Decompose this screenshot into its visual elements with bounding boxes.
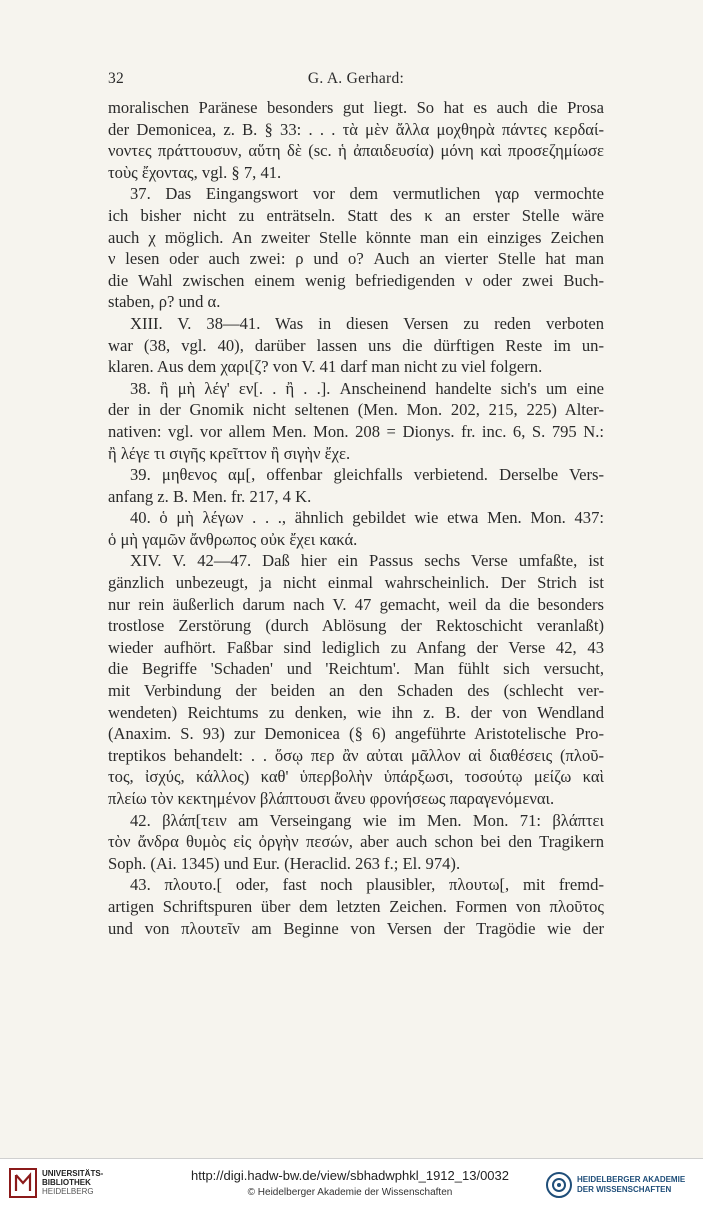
- text-line: gänzlich unbezeugt, ja nicht einmal wahrscheinlich. Der Strich ist: [108, 573, 604, 593]
- text-line: ὁ μὴ γαμῶν ἄνθρωπος οὐκ ἔχει κακά.: [108, 529, 358, 549]
- text-line: τὸν ἄνδρα θυμὸς εἰς ὀργὴν πεσών, aber auch schon bei den Tragikern: [108, 832, 604, 852]
- text-line: 38. ἢ μὴ λέγ' εν[. . ἢ . .]. Anscheinend handelte sich's um eine: [130, 378, 604, 398]
- footer-citation: [135, 1167, 565, 1201]
- text-line: artigen Schriftspuren über dem letzten Zeichen. Formen von πλοῦτος: [108, 896, 604, 916]
- running-head: [108, 70, 604, 92]
- text-line: wieder aufhört. Faßbar sind lediglich zu Anfang der Verse 42, 43: [108, 637, 604, 657]
- text-line: der Demonicea, z. B. § 33: . . . τὰ μὲν ἄλλα μοχθηρὰ πάντες κερδαί-: [108, 119, 604, 139]
- library-name: UNIVERSITÄTS- BIBLIOTHEK HEIDELBERG: [42, 1169, 104, 1196]
- text-line: 37. Das Eingangswort vor dem vermutlichen γαρ vermochte: [130, 184, 604, 204]
- library-crest-icon: [8, 1167, 38, 1199]
- text-line: nativen: vgl. vor allem Men. Mon. 208 = Dionys. fr. inc. 6, S. 795 N.:: [108, 421, 604, 441]
- text-line: 43. πλουτο.[ oder, fast noch plausibler, πλουτω[, mit fremd-: [130, 875, 604, 895]
- text-line: staben, ρ? und α.: [108, 292, 221, 312]
- text-line: der in der Gnomik nicht seltenen (Men. Mon. 202, 215, 225) Alter-: [108, 400, 604, 420]
- text-line: πλείω τὸν κεκτημένον βλάπτουσι ἄνευ φρονήσεως παραγενόμεναι.: [108, 789, 555, 808]
- text-line: XIV. V. 42—47. Daß hier ein Passus sechs Verse umfaßte, ist: [130, 551, 604, 571]
- text-line: wendeten) Reichtums zu denken, wie ihn z. B. der von Wendland: [108, 702, 604, 722]
- page-number: 32: [108, 70, 125, 87]
- text-line: ich bisher nicht zu enträtseln. Statt des κ an erster Stelle wäre: [108, 205, 604, 225]
- running-title: G. A. Gerhard:: [307, 70, 405, 87]
- permalink-url[interactable]: http://digi.hadw-bw.de/view/sbhadwphkl_1912_13/0032: [190, 1168, 509, 1183]
- text-line: und von πλουτεῖν am Beginne von Versen der Tragödie wie der: [108, 918, 604, 938]
- text-line: 39. μηθενος αμ[, offenbar gleichfalls verbietend. Derselbe Vers-: [130, 465, 604, 485]
- academy-name: HEIDELBERGER AKADEMIE DER WISSENSCHAFTEN: [577, 1175, 686, 1194]
- text-line: 42. βλάπ[τειν am Verseingang wie im Men. Mon. 71: βλάπτει: [130, 810, 604, 830]
- text-line: XIII. V. 38—41. Was in diesen Versen zu reden verboten: [130, 313, 604, 333]
- text-line: trostlose Zerstörung (durch Ablösung der Rektoschicht veranlaßt): [108, 616, 604, 636]
- text-line: anfang z. B. Men. fr. 217, 4 K.: [108, 486, 312, 506]
- text-line: (Anaxim. S. 93) zur Demonicea (§ 6) angeführte Aristotelische Pro-: [108, 724, 604, 744]
- text-line: treptikos behandelt: . . ὅσῳ περ ἂν αὐται μᾶλλον αἱ διαθέσεις (πλοῦ-: [108, 745, 604, 765]
- text-line: die Wahl zwischen einem wenig befriedigenden ν oder zwei Buch-: [108, 270, 604, 290]
- text-line: moralischen Paränese besonders gut liegt. So hat es auch die Prosa: [108, 98, 604, 117]
- text-line: mit Verbindung der beiden an den Schaden des (schlecht ver-: [108, 681, 604, 701]
- text-line: τος, ἰσχύς, κάλλος) καθ' ὑπερβολὴν ὑπάρξωσι, τοσούτῳ μείζω καὶ: [108, 767, 604, 787]
- copyright-notice: © Heidelberger Akademie der Wissenschaften: [247, 1187, 453, 1198]
- body-text: [108, 97, 604, 939]
- text-line: die Begriffe 'Schaden' und 'Reichtum'. Man fühlt sich versucht,: [108, 659, 604, 679]
- text-line: ν lesen oder auch zwei: ρ und ο? Auch an vierter Stelle hat man: [108, 249, 604, 269]
- text-line: Soph. (Ai. 1345) und Eur. (Heraclid. 263 f.; El. 974).: [108, 853, 461, 873]
- text-line: klaren. Aus dem χαρι[ζ? von V. 41 darf man nicht zu viel folgern.: [108, 357, 543, 377]
- text-line: war (38, vgl. 40), darüber lassen uns die dürftigen Reste im un-: [108, 335, 604, 355]
- academy-emblem-icon: [545, 1171, 573, 1199]
- academy-logo[interactable]: [545, 1169, 695, 1201]
- text-line: 40. ὁ μὴ λέγων . . ., ähnlich gebildet wie etwa Men. Mon. 437:: [130, 508, 604, 528]
- text-line: τοὺς ἔχοντας, vgl. § 7, 41.: [108, 162, 282, 182]
- text-line: νοντες πράττουσυν, αὕτη δὲ (sc. ἡ ἀπαιδευσία) μόνη καὶ προσεζημίωσε: [108, 141, 604, 161]
- text-line: auch χ möglich. An zweiter Stelle könnte man ein einziges Zeichen: [108, 227, 604, 247]
- text-line: nur rein äußerlich darum nach V. 47 gemacht, weil da die besonders: [108, 594, 604, 614]
- text-line: ἢ λέγε τι σιγῆς κρεῖττον ἢ σιγὴν ἔχε.: [108, 443, 351, 463]
- viewer-footer: [0, 1158, 703, 1207]
